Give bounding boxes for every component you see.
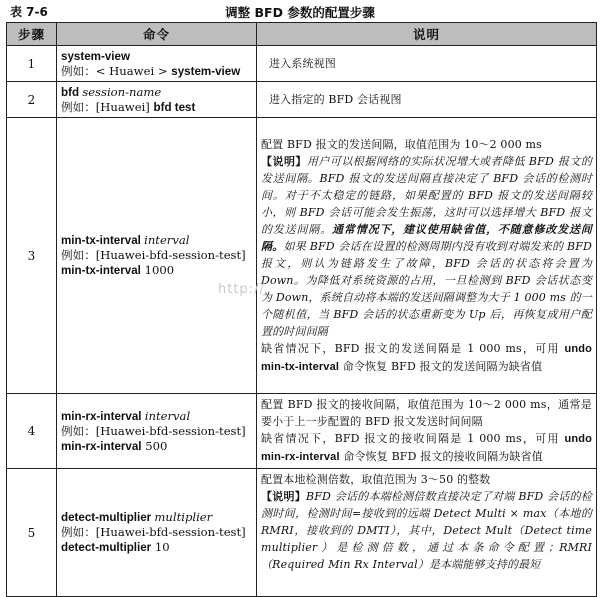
step-number: 5 (7, 469, 57, 597)
example-value: 500 (141, 438, 168, 453)
example-command: min-tx-interval (61, 264, 141, 277)
example-value: 10 (151, 540, 170, 554)
table-title: 调整 BFD 参数的配置步骤 (225, 5, 375, 20)
command-keyword: bfd (61, 85, 83, 99)
example-prefix: 例如：[Huawei-bfd-session-test] (61, 423, 246, 438)
header-row (7, 23, 597, 46)
header-step: 步骤 (7, 23, 57, 46)
step-number: 3 (7, 118, 57, 394)
example-command: bfd test (153, 100, 196, 114)
command-cell (57, 118, 257, 394)
default-tail: 命令恢复 BFD 报文的接收间隔为缺省值 (339, 450, 543, 463)
default-command: undo min-rx-interval (261, 433, 592, 463)
table-caption (0, 0, 600, 22)
table-number: 表 7-6 (10, 5, 48, 19)
command-keyword: min-tx-interval (61, 234, 145, 247)
description-cell (257, 469, 597, 597)
step-number: 1 (7, 46, 57, 82)
note-block (261, 490, 592, 571)
command-parameter: interval (144, 233, 190, 247)
command-cell (57, 46, 257, 82)
step-number: 2 (7, 82, 57, 118)
description-text: 进入系统视图 (269, 57, 336, 70)
description-text: 配置 BFD 报文的发送间隔，取值范围为 10～2 000 ms (261, 137, 542, 151)
example-prefix: 例如：[Huawei] (61, 99, 154, 114)
description-text: 配置本地检测倍数，取值范围为 3～50 的整数 (261, 473, 491, 486)
description-text: 进入指定的 BFD 会话视图 (269, 93, 402, 106)
note-emphasis: 通常情况下，建议使用缺省值，不随意修改发送间隔。 (261, 222, 592, 253)
description-cell (257, 118, 597, 394)
example-prefix: 例如：< Huawei > (61, 63, 172, 78)
default-tail: 命令恢复 BFD 报文的发送间隔为缺省值 (339, 359, 543, 373)
config-steps-table (6, 22, 597, 597)
description-text: 配置 BFD 报文的接收间隔，取值范围为 10～2 000 ms，通常是要小于上一步配置的 BFD 报文发送时间间隔 (261, 398, 592, 428)
example-command: min-rx-interval (61, 439, 142, 453)
table-row (7, 394, 597, 469)
example-command: detect-multiplier (61, 541, 152, 554)
note-text-continued: 如果 BFD 会话在设置的检测周期内没有收到对端发来的 BFD 报文，则认为链路发生了故障，BFD 会话的状态将会置为 Down。为降低对系统资源的占用，一旦检测到 BFD 会话状态变为 Down，系统自动将本端的发送间隔调整为大于 1 000 ms 的一个随机值，当 BFD 会话的状态重新变为 Up 后，再恢复成用户配置的时间间隔 (261, 239, 592, 338)
example-value: 1000 (140, 263, 175, 277)
description-cell (257, 46, 597, 82)
example-prefix: 例如：[Huawei-bfd-session-test] (61, 525, 246, 539)
command-keyword: detect-multiplier (61, 511, 155, 524)
command-parameter: session-name (82, 84, 162, 99)
command-parameter: interval (144, 408, 191, 423)
step-number: 4 (7, 394, 57, 469)
default-text: 缺省情况下，BFD 报文的接收间隔是 1 000 ms，可用 (261, 432, 565, 445)
description-cell (257, 82, 597, 118)
table-row (7, 82, 597, 118)
command-parameter: multiplier (154, 510, 213, 524)
default-text: 缺省情况下，BFD 报文的发送间隔是 1 000 ms，可用 (261, 341, 565, 355)
command-cell (57, 469, 257, 597)
command-cell (57, 82, 257, 118)
watermark: http:// (218, 282, 265, 297)
description-cell (257, 394, 597, 469)
command-cell (57, 394, 257, 469)
table-row (7, 118, 597, 394)
note-tag: 【说明】 (261, 154, 307, 168)
table-row (7, 469, 597, 597)
note-text: BFD 会话的本端检测倍数直接决定了对端 BFD 会话的检测时间，检测时间=接收到的远端 Detect Multi × max（本地的 RMRI，接收到的 DMTI），其中，Detect Mult（Detect time multiplier）是检测倍数，通过本条命令配置；RMRI（Required Min Rx Interval）是本端能够支持的最短 (261, 490, 592, 571)
header-description: 说明 (257, 23, 597, 46)
example-command: system-view (171, 64, 241, 78)
command-keyword: system-view (61, 49, 130, 63)
example-prefix: 例如：[Huawei-bfd-session-test] (61, 248, 246, 262)
note-tag: 【说明】 (261, 490, 306, 503)
header-command: 命令 (57, 23, 257, 46)
default-command: undo min-tx-interval (261, 342, 592, 373)
note-text: 用户可以根据网络的实际状况增大或者降低 BFD 报文的发送间隔。BFD 报文的发送间隔直接决定了 BFD 会话的检测时间。对于不太稳定的链路，如果配置的 BFD 报文的发送间隔较小，则 BFD 会话可能会发生振荡，这时可以选择增大 BFD 报文的发送间隔。 (261, 154, 592, 236)
command-keyword: min-rx-interval (61, 409, 145, 423)
table-row (7, 46, 597, 82)
note-block (261, 155, 592, 338)
